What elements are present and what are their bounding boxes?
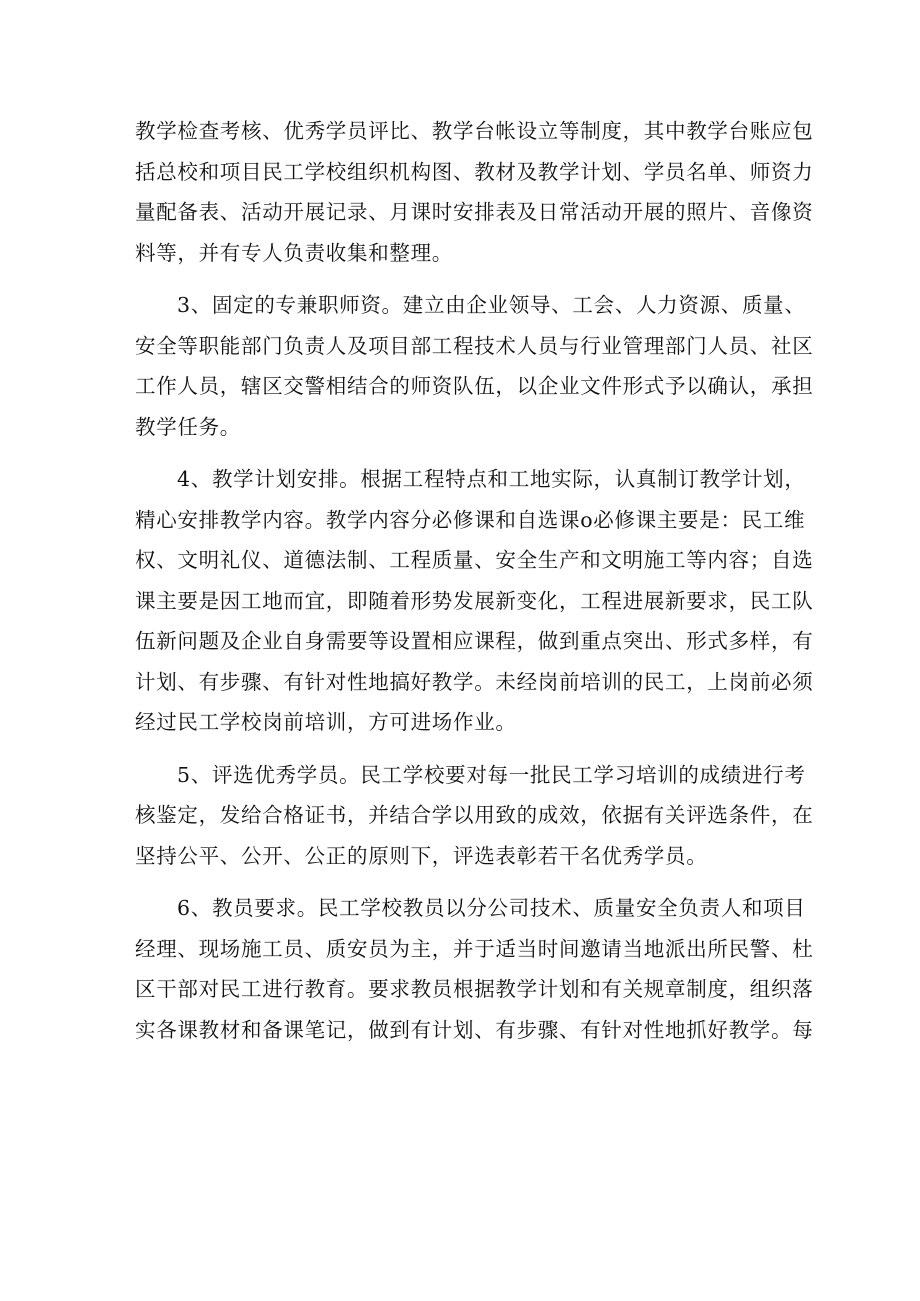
paragraph-3 bbox=[135, 285, 814, 447]
text-line: 计划、有步骤、有针对性地搞好教学。未经岗前培训的民工，上岗前必须 bbox=[135, 669, 814, 694]
text-line: 核鉴定，发给合格证书，并结合学以用致的成效，依据有关评选条件，在 bbox=[135, 803, 814, 827]
text-line: 坚持公平、公开、公正的原则下，评选表彰若干名优秀学员。 bbox=[135, 843, 708, 868]
paragraph-continuation bbox=[135, 111, 814, 273]
paragraph-5 bbox=[135, 755, 814, 877]
text-line: 5、评选优秀学员。民工学校要对每一批民工学习培训的成绩进行考 bbox=[177, 762, 806, 787]
text-line: 6、教员要求。民工学校教员以分公司技术、质量安全负责人和项目 bbox=[177, 896, 806, 920]
text-line: 教学检查考核、优秀学员评比、教学台帐设立等制度，其中教学台账应包 bbox=[135, 119, 814, 143]
text-line: 工作人员，辖区交警相结合的师资队伍，以企业文件形式予以确认，承担 bbox=[135, 374, 814, 398]
paragraph-6 bbox=[135, 888, 814, 1050]
text-line: 经过民工学校岗前培训，方可进场作业。 bbox=[135, 710, 517, 734]
text-line: 料等，并有专人负责收集和整理。 bbox=[135, 240, 453, 265]
text-line: 区干部对民工进行教育。要求教员根据教学计划和有关规章制度，组织落 bbox=[135, 977, 814, 1001]
text-line: 量配备表、活动开展记录、月课时安排表及日常活动开展的照片、音像资 bbox=[135, 200, 814, 224]
document-body bbox=[135, 111, 814, 1062]
text-line: 安全等职能部门负责人及项目部工程技术人员与行业管理部门人员、社区 bbox=[135, 333, 814, 358]
text-line: 4、教学计划安排。根据工程特点和工地实际，认真制订教学计划， bbox=[177, 467, 806, 491]
text-line: 教学任务。 bbox=[135, 414, 241, 439]
text-line: 权、文明礼仪、道德法制、工程质量、安全生产和文明施工等内容；自选 bbox=[135, 548, 814, 572]
text-line: 精心安排教学内容。教学内容分必修课和自选课o必修课主要是：民工维 bbox=[135, 507, 806, 532]
text-line: 伍新问题及企业自身需要等设置相应课程，做到重点突出、形式多样，有 bbox=[135, 629, 814, 653]
text-line: 3、固定的专兼职师资。建立由企业领导、工会、人力资源、质量、 bbox=[177, 293, 806, 317]
text-line: 课主要是因工地而宜，即随着形势发展新变化，工程进展新要求，民工队 bbox=[135, 588, 814, 613]
paragraph-4 bbox=[135, 459, 814, 743]
text-line: 经理、现场施工员、质安员为主，并于适当时间邀请当地派出所民警、杜 bbox=[135, 936, 814, 961]
text-line: 实各课教材和备课笔记，做到有计划、有步骤、有针对性地抓好教学。每 bbox=[135, 1017, 814, 1042]
text-line: 括总校和项目民工学校组织机构图、教材及教学计划、学员名单、师资力 bbox=[135, 159, 814, 184]
